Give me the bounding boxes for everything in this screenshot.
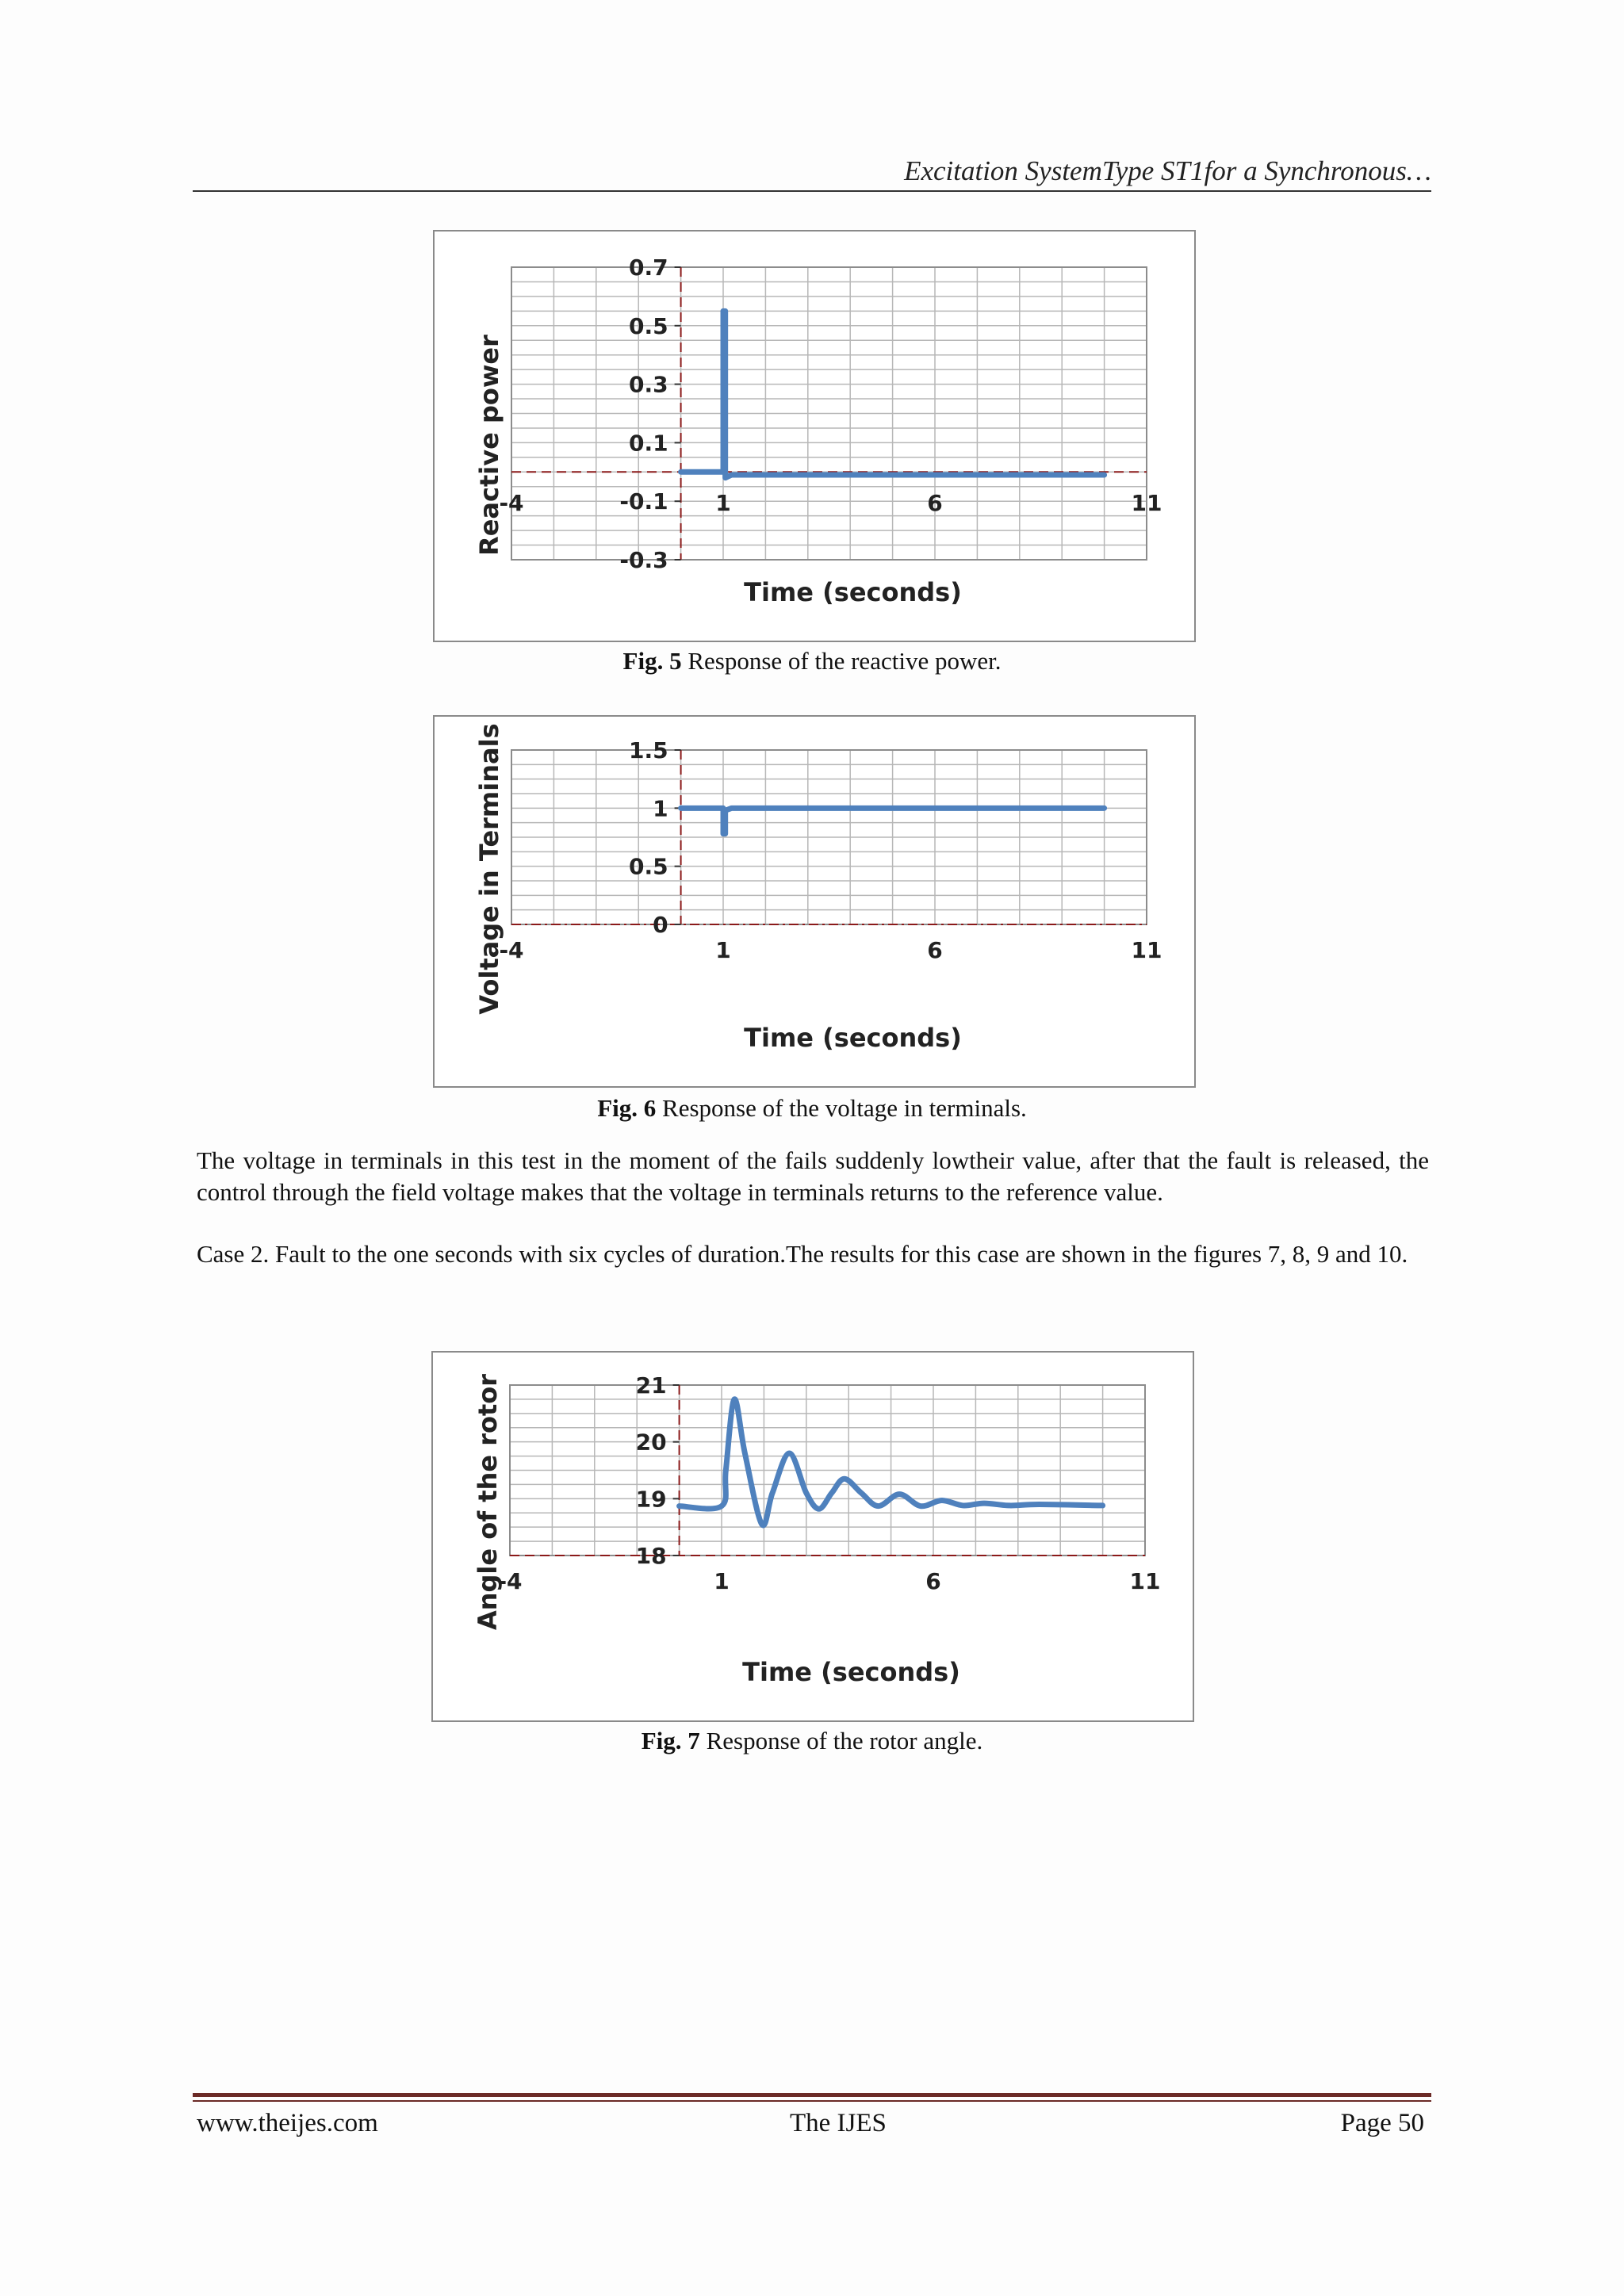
figure-5-chart xyxy=(433,230,1196,642)
y-tick-label: 1.5 xyxy=(628,737,668,763)
grid xyxy=(511,267,1147,560)
x-tick-label: 6 xyxy=(927,490,943,517)
x-tick-label: 11 xyxy=(1131,937,1162,963)
footer-page-number: Page 50 xyxy=(1340,2109,1424,2137)
paragraph: Case 2. Fault to the one seconds with six cycles of duration.The results for this case are shown in the figures 7, 8, 9 and 10. xyxy=(197,1240,1408,1268)
figure-7-chart xyxy=(431,1351,1194,1722)
x-tick-label: 1 xyxy=(714,1568,730,1594)
x-axis-title: Time (seconds) xyxy=(744,1023,962,1053)
y-axis-title: Voltage in Terminals xyxy=(474,723,504,1015)
x-tick-label: 1 xyxy=(715,937,731,963)
y-tick-label: 0.3 xyxy=(628,371,668,398)
y-tick-label: 0 xyxy=(653,912,668,938)
y-tick-label: 20 xyxy=(635,1429,667,1456)
x-axis-title: Time (seconds) xyxy=(744,577,962,607)
caption-text: Response of the rotor angle. xyxy=(699,1727,983,1755)
x-tick-label: -4 xyxy=(497,1568,523,1594)
caption-label: Fig. 7 xyxy=(641,1727,700,1755)
y-tick-label: -0.3 xyxy=(619,547,668,573)
y-axis-title: Reactive power xyxy=(474,335,504,556)
y-tick-label: 21 xyxy=(635,1372,667,1399)
y-tick-label: -0.1 xyxy=(619,488,668,515)
x-tick-label: 1 xyxy=(715,490,731,517)
x-axis-title: Time (seconds) xyxy=(742,1657,960,1687)
x-tick-label: 11 xyxy=(1131,490,1162,517)
y-tick-label: 18 xyxy=(635,1543,667,1569)
running-header: Excitation SystemType ST1for a Synchronous… xyxy=(904,155,1431,186)
header-rule xyxy=(193,190,1431,192)
y-tick-label: 0.7 xyxy=(628,254,668,281)
y-tick-label: 0.5 xyxy=(628,853,668,880)
figure-7-caption xyxy=(0,1727,1624,1755)
footer-journal: The IJES xyxy=(790,2109,887,2137)
caption-label: Fig. 5 xyxy=(622,647,682,675)
footer-rule xyxy=(193,2093,1431,2097)
x-tick-label: -4 xyxy=(499,937,524,963)
x-tick-label: 6 xyxy=(925,1568,941,1594)
footer-rule xyxy=(193,2100,1431,2102)
paragraph: The voltage in terminals in this test in the moment of the fails suddenly lowtheir value, after that the fault is released, the control through the field voltage makes that the voltage in terminals returns to the reference value. xyxy=(197,1146,1429,1206)
figure-6-caption xyxy=(0,1094,1624,1123)
footer-website: www.theijes.com xyxy=(197,2109,378,2137)
grid xyxy=(511,750,1147,924)
y-tick-label: 0.1 xyxy=(628,430,668,457)
caption-text: Response of the voltage in terminals. xyxy=(656,1094,1027,1122)
y-tick-label: 1 xyxy=(653,795,668,822)
grid xyxy=(510,1385,1145,1556)
y-axis-title: Angle of the rotor xyxy=(473,1373,503,1631)
x-tick-label: 11 xyxy=(1129,1568,1161,1594)
caption-label: Fig. 6 xyxy=(597,1094,657,1122)
x-tick-label: -4 xyxy=(499,490,524,517)
y-tick-label: 0.5 xyxy=(628,312,668,339)
x-tick-label: 6 xyxy=(927,937,943,963)
figure-5-caption xyxy=(0,647,1624,675)
caption-text: Response of the reactive power. xyxy=(681,647,1002,675)
figure-6-chart xyxy=(433,715,1196,1088)
y-tick-label: 19 xyxy=(635,1486,667,1513)
